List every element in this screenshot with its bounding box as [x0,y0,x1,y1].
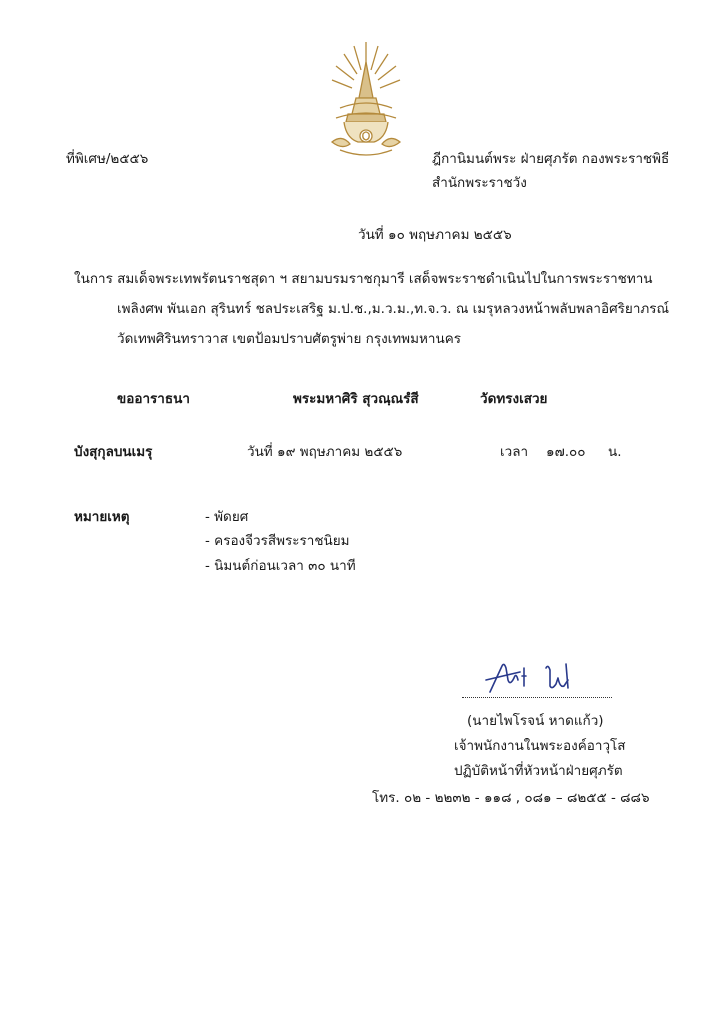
signature-line [462,697,612,698]
ceremony-time-label: เวลา [500,444,529,460]
issuing-office: ฎีกานิมนต์พระ ฝ่ายศุภรัต กองพระราชพิธี [432,151,670,167]
signer-name: (นายไพโรจน์ หาดแก้ว) [467,713,604,729]
remarks-label: หมายเหตุ [74,509,130,525]
signer-position: เจ้าพนักงานในพระองค์อาวุโส [454,738,626,754]
body-line-1: ในการ สมเด็จพระเทพรัตนราชสุดา ฯ สยามบรมราชกุมารี เสด็จพระราชดำเนินไปในการพระราชทาน [74,271,653,287]
remark-item: - นิมนต์ก่อนเวลา ๓๐ นาที [205,558,356,574]
handwritten-signature [482,658,582,698]
signer-acting-position: ปฏิบัติหน้าที่หัวหน้าฝ่ายศุภรัต [454,763,623,779]
ceremony-time-unit: น. [608,444,622,460]
document-date: วันที่ ๑๐ พฤษภาคม ๒๕๕๖ [358,227,512,243]
ceremony-label: บังสุกุลบนเมรุ [74,444,153,460]
invite-label: ขออาราธนา [117,391,190,407]
body-line-3: วัดเทพศิรินทราวาส เขตป้อมปราบศัตรูพ่าย กรุงเทพมหานคร [117,331,461,347]
body-line-2: เพลิงศพ พันเอก สุรินทร์ ชลประเสริฐ ม.ป.ช.,ม.ว.ม.,ท.จ.ว. ณ เมรุหลวงหน้าพลับพลาอิศริยาภรณ์ [117,301,670,317]
invited-monk: พระมหาศิริ สุวณฺณรํสี [293,391,419,407]
ceremony-date: วันที่ ๑๙ พฤษภาคม ๒๕๕๖ [247,444,403,460]
issuing-department: สำนักพระราชวัง [432,175,527,191]
ceremony-time: ๑๗.๐๐ [546,444,586,460]
royal-crown-emblem-icon [326,38,406,162]
contact-phone: โทร. ๐๒ - ๒๒๓๒ - ๑๑๘ , ๐๘๑ – ๘๒๕๕ - ๘๘๖ [372,790,650,806]
remark-item: - ครองจีวรสีพระราชนิยม [205,533,350,549]
reference-number: ที่พิเศษ/๒๕๕๖ [66,151,149,167]
remark-item: - พัดยศ [205,509,249,525]
monk-temple: วัดทรงเสวย [480,391,548,407]
